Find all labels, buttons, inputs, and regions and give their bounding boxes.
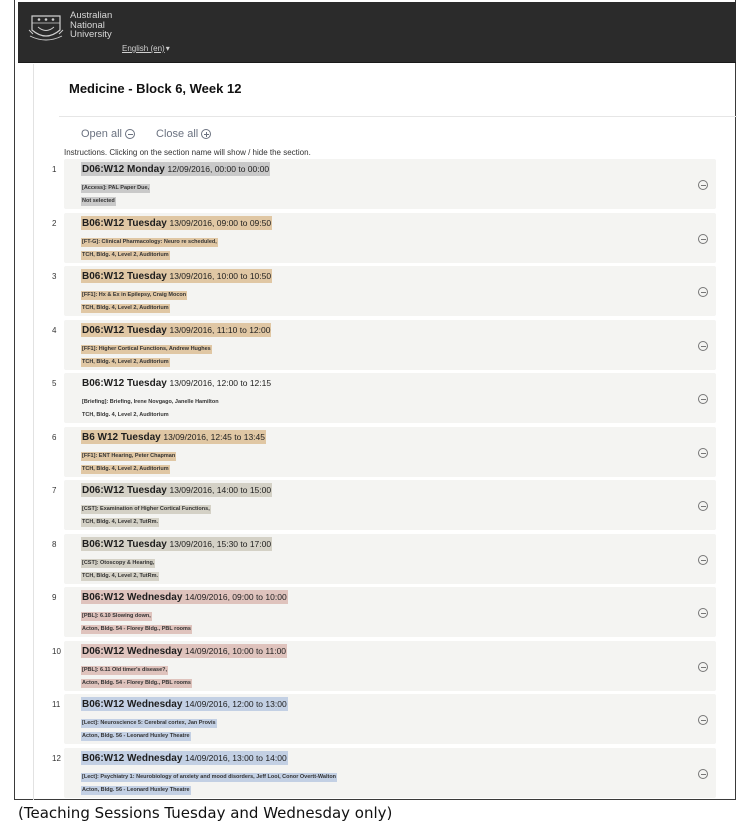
session-code: B6 W12 Tuesday — [82, 431, 161, 443]
section-number: 7 — [52, 486, 57, 495]
session-code: D06:W12 Tuesday — [82, 485, 167, 496]
close-all-label: Close all — [156, 128, 199, 140]
collapse-toggle-icon[interactable] — [698, 341, 708, 351]
collapse-toggle-icon[interactable] — [698, 287, 708, 297]
section-title[interactable] — [81, 216, 272, 230]
session-code: B06:W12 Wednesday — [82, 592, 183, 603]
session-description: [Briefing]: Briefing, Irene Novgago, Janelle Hamilton — [82, 399, 219, 405]
language-menu[interactable] — [122, 44, 170, 53]
session-datetime: 13/09/2016, 11:10 to 12:00 — [169, 324, 271, 335]
session-description: [FT-G]: Clinical Pharmacology: Neuro re scheduled, — [82, 238, 217, 245]
session-description: [CST]: Otoscopy & Hearing, — [82, 559, 155, 566]
instructions-text: Instructions. Clicking on the section name will show / hide the section. — [64, 148, 311, 157]
session-location: TCH, Bldg. 4, Level 2, Auditorium — [82, 251, 169, 258]
session-code: B06:W12 Wednesday — [82, 699, 183, 710]
minus-circle-icon — [125, 129, 135, 139]
section-title[interactable] — [81, 376, 272, 390]
section-item — [52, 694, 738, 746]
session-location: TCH, Bldg. 4, Level 2, Auditorium — [82, 305, 169, 311]
session-description: [Lect]: Psychiatry 1: Neurobiology of anxiety and mood disorders, Jeff Looi, Conor Overtt-Walton — [82, 773, 337, 780]
section-title[interactable] — [81, 323, 271, 337]
session-code: D06:W12 Tuesday — [82, 324, 167, 336]
section-card[interactable] — [64, 373, 716, 423]
session-description: [FF1]: Hx & Ex in Epilepsy, Craig Mocon — [82, 292, 187, 298]
section-card[interactable] — [64, 748, 716, 798]
logo-line: University — [70, 29, 112, 40]
session-location: TCH, Bldg. 4, Level 2, TutRm. — [82, 519, 158, 525]
section-item — [52, 159, 738, 211]
collapse-toggle-icon[interactable] — [698, 501, 708, 511]
session-datetime: 13/09/2016, 09:00 to 09:50 — [169, 217, 272, 228]
collapse-toggle-icon[interactable] — [698, 715, 708, 725]
section-item — [52, 213, 738, 265]
section-title[interactable] — [81, 483, 272, 497]
open-all-button[interactable] — [81, 128, 135, 140]
section-card[interactable] — [64, 266, 716, 316]
section-item — [52, 587, 738, 639]
page-title: Medicine - Block 6, Week 12 — [69, 81, 242, 96]
section-number: 8 — [52, 539, 57, 549]
section-title[interactable] — [81, 269, 272, 283]
collapse-toggle-icon[interactable] — [698, 394, 708, 404]
section-card[interactable] — [64, 694, 716, 744]
collapse-toggle-icon[interactable] — [698, 234, 708, 244]
session-code: D06:W12 Wednesday — [82, 645, 183, 657]
session-description: [PBL]: 6.10 Slowing down, — [82, 613, 151, 619]
section-card[interactable] — [64, 480, 716, 530]
collapse-toggle-icon[interactable] — [698, 608, 708, 618]
section-item — [52, 534, 738, 586]
session-location: Acton, Bldg. 54 - Florey Bldg., PBL rooms — [82, 626, 191, 632]
session-location: TCH, Bldg. 4, Level 2, Auditorium — [82, 465, 169, 472]
session-location: Not selected — [82, 198, 115, 204]
section-number: 11 — [52, 700, 61, 709]
open-all-label: Open all — [81, 128, 122, 140]
session-datetime: 13/09/2016, 15:30 to 17:00 — [169, 538, 272, 549]
section-number: 4 — [52, 325, 57, 335]
section-title[interactable] — [81, 751, 288, 765]
section-card[interactable] — [64, 641, 716, 691]
session-code: B06:W12 Tuesday — [82, 378, 167, 389]
section-item — [52, 266, 738, 318]
section-item — [52, 748, 738, 800]
section-title[interactable] — [81, 430, 266, 444]
session-code: B06:W12 Tuesday — [82, 271, 167, 282]
section-title[interactable] — [81, 697, 288, 711]
session-datetime: 14/09/2016, 10:00 to 11:00 — [185, 645, 287, 656]
section-number: 12 — [52, 753, 61, 763]
session-datetime: 14/09/2016, 12:00 to 13:00 — [185, 699, 287, 709]
section-title[interactable] — [81, 590, 288, 604]
close-all-button[interactable] — [156, 128, 211, 140]
session-description: [PBL]: 6.11 Old timer's disease?, — [82, 666, 168, 673]
session-description: [FF1]: ENT Hearing, Peter Chapman — [82, 452, 176, 459]
session-description: [CST]: Examination of Higher Cortical Functions, — [82, 506, 210, 512]
main-content — [33, 64, 736, 800]
session-code: B06:W12 Wednesday — [82, 752, 183, 764]
section-card[interactable] — [64, 587, 716, 637]
section-card[interactable] — [64, 320, 716, 370]
collapse-toggle-icon[interactable] — [698, 769, 708, 779]
section-number: 2 — [52, 218, 57, 228]
title-divider — [59, 116, 737, 117]
collapse-toggle-icon[interactable] — [698, 448, 708, 458]
section-item — [52, 641, 738, 693]
session-location: TCH, Bldg. 4, Level 2, Auditorium — [82, 412, 169, 418]
session-datetime: 14/09/2016, 09:00 to 10:00 — [185, 592, 287, 602]
section-number: 1 — [52, 165, 57, 174]
section-number: 6 — [52, 432, 57, 442]
session-description: [Access]: PAL Paper Due, — [82, 185, 150, 191]
plus-circle-icon — [201, 129, 211, 139]
collapse-toggle-icon[interactable] — [698, 555, 708, 565]
section-number: 9 — [52, 593, 57, 602]
session-code: D06:W12 Monday — [82, 164, 165, 175]
section-title[interactable] — [81, 162, 270, 176]
anu-crest-icon — [28, 10, 64, 44]
session-location: TCH, Bldg. 4, Level 2, TutRm. — [82, 572, 158, 579]
section-item — [52, 320, 738, 372]
figure-caption: (Teaching Sessions Tuesday and Wednesday only) — [18, 804, 393, 822]
logo-line: Australian — [70, 10, 113, 21]
section-card[interactable] — [64, 534, 716, 584]
section-number: 5 — [52, 379, 57, 388]
logo-line: National — [70, 19, 105, 31]
section-item — [52, 480, 738, 532]
session-datetime: 12/09/2016, 00:00 to 00:00 — [167, 164, 270, 174]
section-card[interactable] — [64, 159, 716, 209]
university-logo-text[interactable] — [70, 11, 112, 40]
session-datetime: 13/09/2016, 10:00 to 10:50 — [169, 271, 272, 281]
session-datetime: 14/09/2016, 13:00 to 14:00 — [185, 752, 287, 763]
section-card[interactable] — [64, 213, 716, 263]
session-location: TCH, Bldg. 4, Level 2, Auditorium — [82, 358, 169, 365]
collapse-toggle-icon[interactable] — [698, 662, 708, 672]
session-datetime: 13/09/2016, 12:00 to 12:15 — [169, 378, 272, 388]
caret-down-icon: ▾ — [165, 44, 170, 53]
language-label: English (en) — [122, 44, 165, 53]
session-code: B06:W12 Tuesday — [82, 217, 167, 229]
session-description: [FF1]: Higher Cortical Functions, Andrew Hughes — [82, 345, 211, 352]
session-datetime: 13/09/2016, 12:45 to 13:45 — [163, 431, 265, 442]
session-location: Acton, Bldg. 56 - Leonard Huxley Theatre — [82, 733, 190, 739]
section-item — [52, 373, 738, 425]
session-location: Acton, Bldg. 56 - Leonard Huxley Theatre — [82, 786, 190, 793]
section-item — [52, 427, 738, 479]
section-title[interactable] — [81, 644, 287, 658]
section-number: 3 — [52, 272, 57, 281]
section-controls — [81, 128, 229, 140]
collapse-toggle-icon[interactable] — [698, 180, 708, 190]
section-card[interactable] — [64, 427, 716, 477]
session-datetime: 13/09/2016, 14:00 to 15:00 — [169, 485, 272, 495]
top-navbar — [18, 2, 736, 63]
section-title[interactable] — [81, 537, 272, 551]
section-number: 10 — [52, 646, 61, 656]
session-description: [Lect]: Neuroscience 5: Cerebral cortex, Jan Provis — [82, 720, 216, 726]
session-location: Acton, Bldg. 54 - Florey Bldg., PBL rooms — [82, 679, 191, 686]
session-code: B06:W12 Tuesday — [82, 538, 167, 550]
